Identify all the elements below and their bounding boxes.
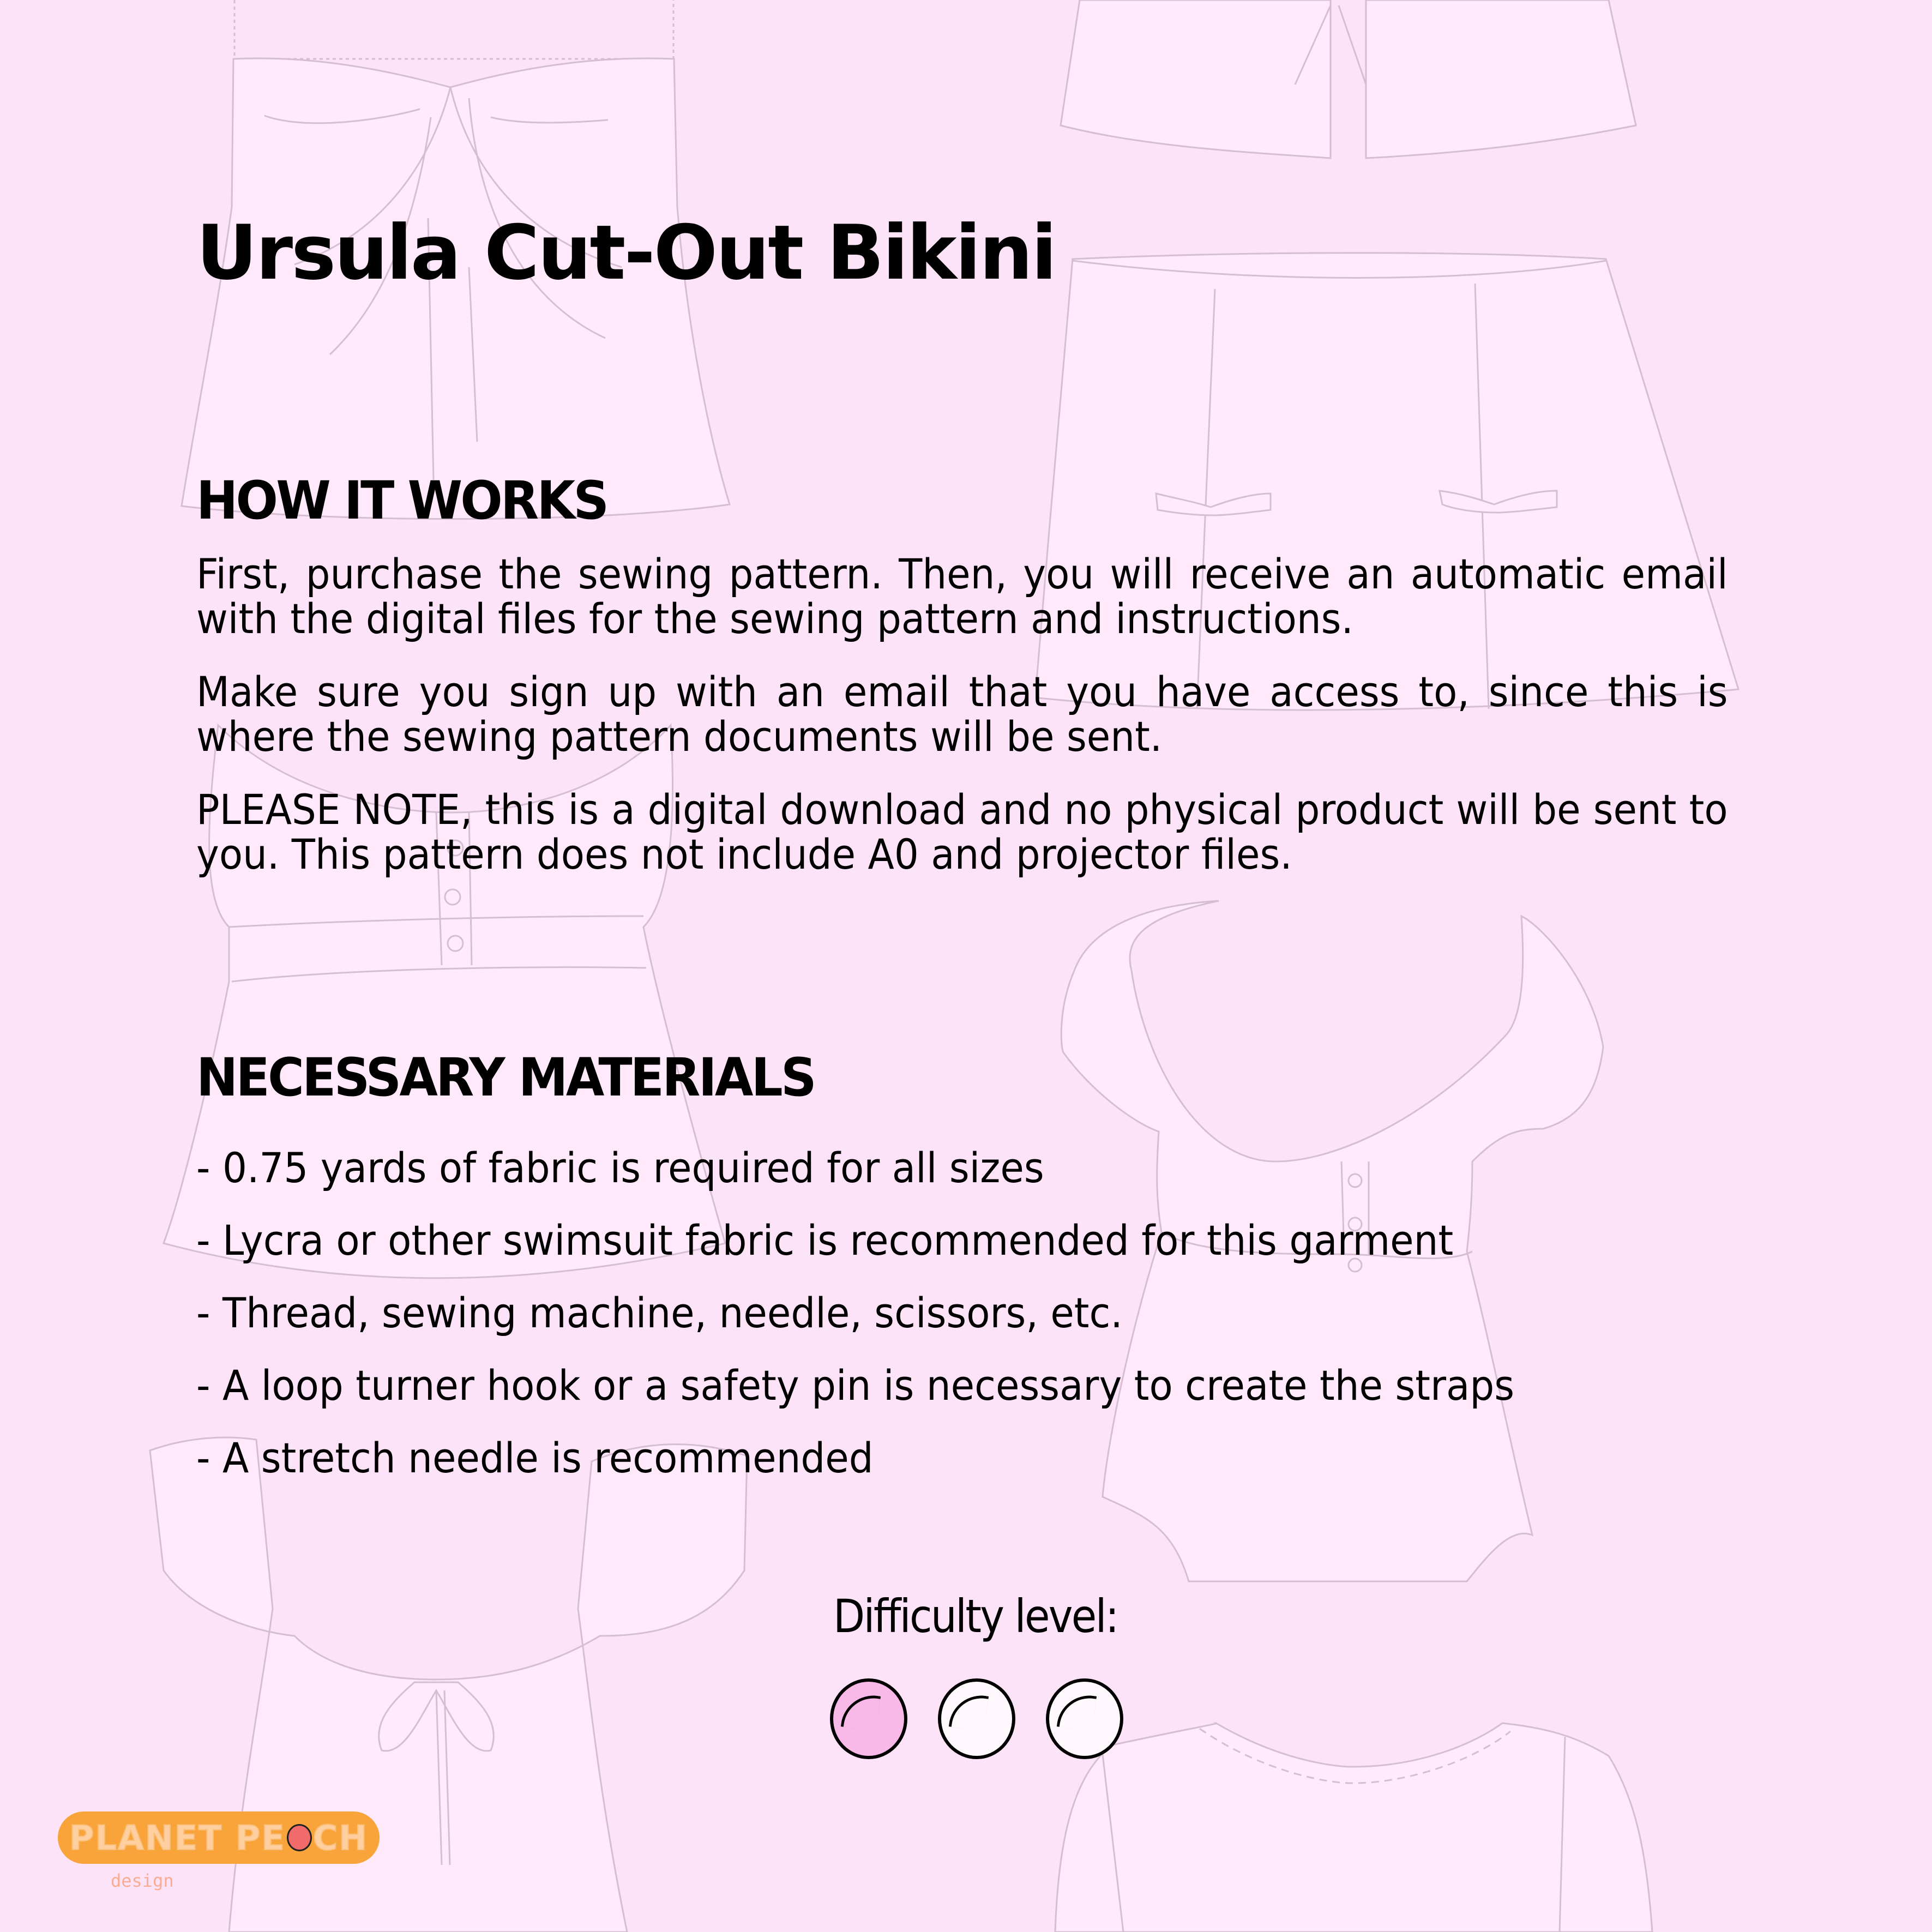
how-it-works-paragraph: First, purchase the sewing pattern. Then, you will receive an automatic email with the digital files for the sewing pattern and instructions.: [196, 550, 1728, 643]
necessary-materials-heading: NECESSARY MATERIALS: [196, 1047, 815, 1108]
page-title: Ursula Cut-Out Bikini: [196, 209, 1056, 297]
materials-list-item: - A stretch needle is recommended: [196, 1434, 874, 1482]
materials-list-item: - Lycra or other swimsuit fabric is recommended for this garment: [196, 1216, 1454, 1265]
difficulty-label: Difficulty level:: [833, 1590, 1118, 1643]
shine-highlight: [1057, 1692, 1097, 1731]
planet-peach-logo: [58, 1811, 380, 1864]
how-it-works-heading: HOW IT WORKS: [196, 470, 607, 531]
how-it-works-paragraph: PLEASE NOTE, this is a digital download and no physical product will be sent to you. This pattern does not include A0 and projector files.: [196, 785, 1728, 878]
how-it-works-paragraph: Make sure you sign up with an email that you have access to, since this is where the sewing pattern documents will be sent.: [196, 667, 1728, 761]
materials-list-item: - Thread, sewing machine, needle, scissors, etc.: [196, 1289, 1123, 1337]
logo-text: [69, 1818, 368, 1858]
logo-text-part1: PLANET PE: [69, 1817, 286, 1858]
shine-highlight: [949, 1692, 989, 1731]
logo-text-part2: CH: [312, 1817, 369, 1858]
logo-subtitle: design: [111, 1870, 174, 1891]
difficulty-dot-filled-icon: [830, 1678, 907, 1759]
materials-list: [196, 1131, 1614, 1494]
shine-highlight: [841, 1692, 881, 1731]
peach-icon: [287, 1824, 312, 1851]
difficulty-dot-empty-icon: [938, 1678, 1015, 1759]
difficulty-dot-empty-icon: [1046, 1678, 1123, 1759]
materials-list-item: - A loop turner hook or a safety pin is necessary to create the straps: [196, 1361, 1515, 1410]
difficulty-rating: [830, 1678, 1123, 1759]
materials-list-item: - 0.75 yards of fabric is required for all sizes: [196, 1143, 1044, 1192]
